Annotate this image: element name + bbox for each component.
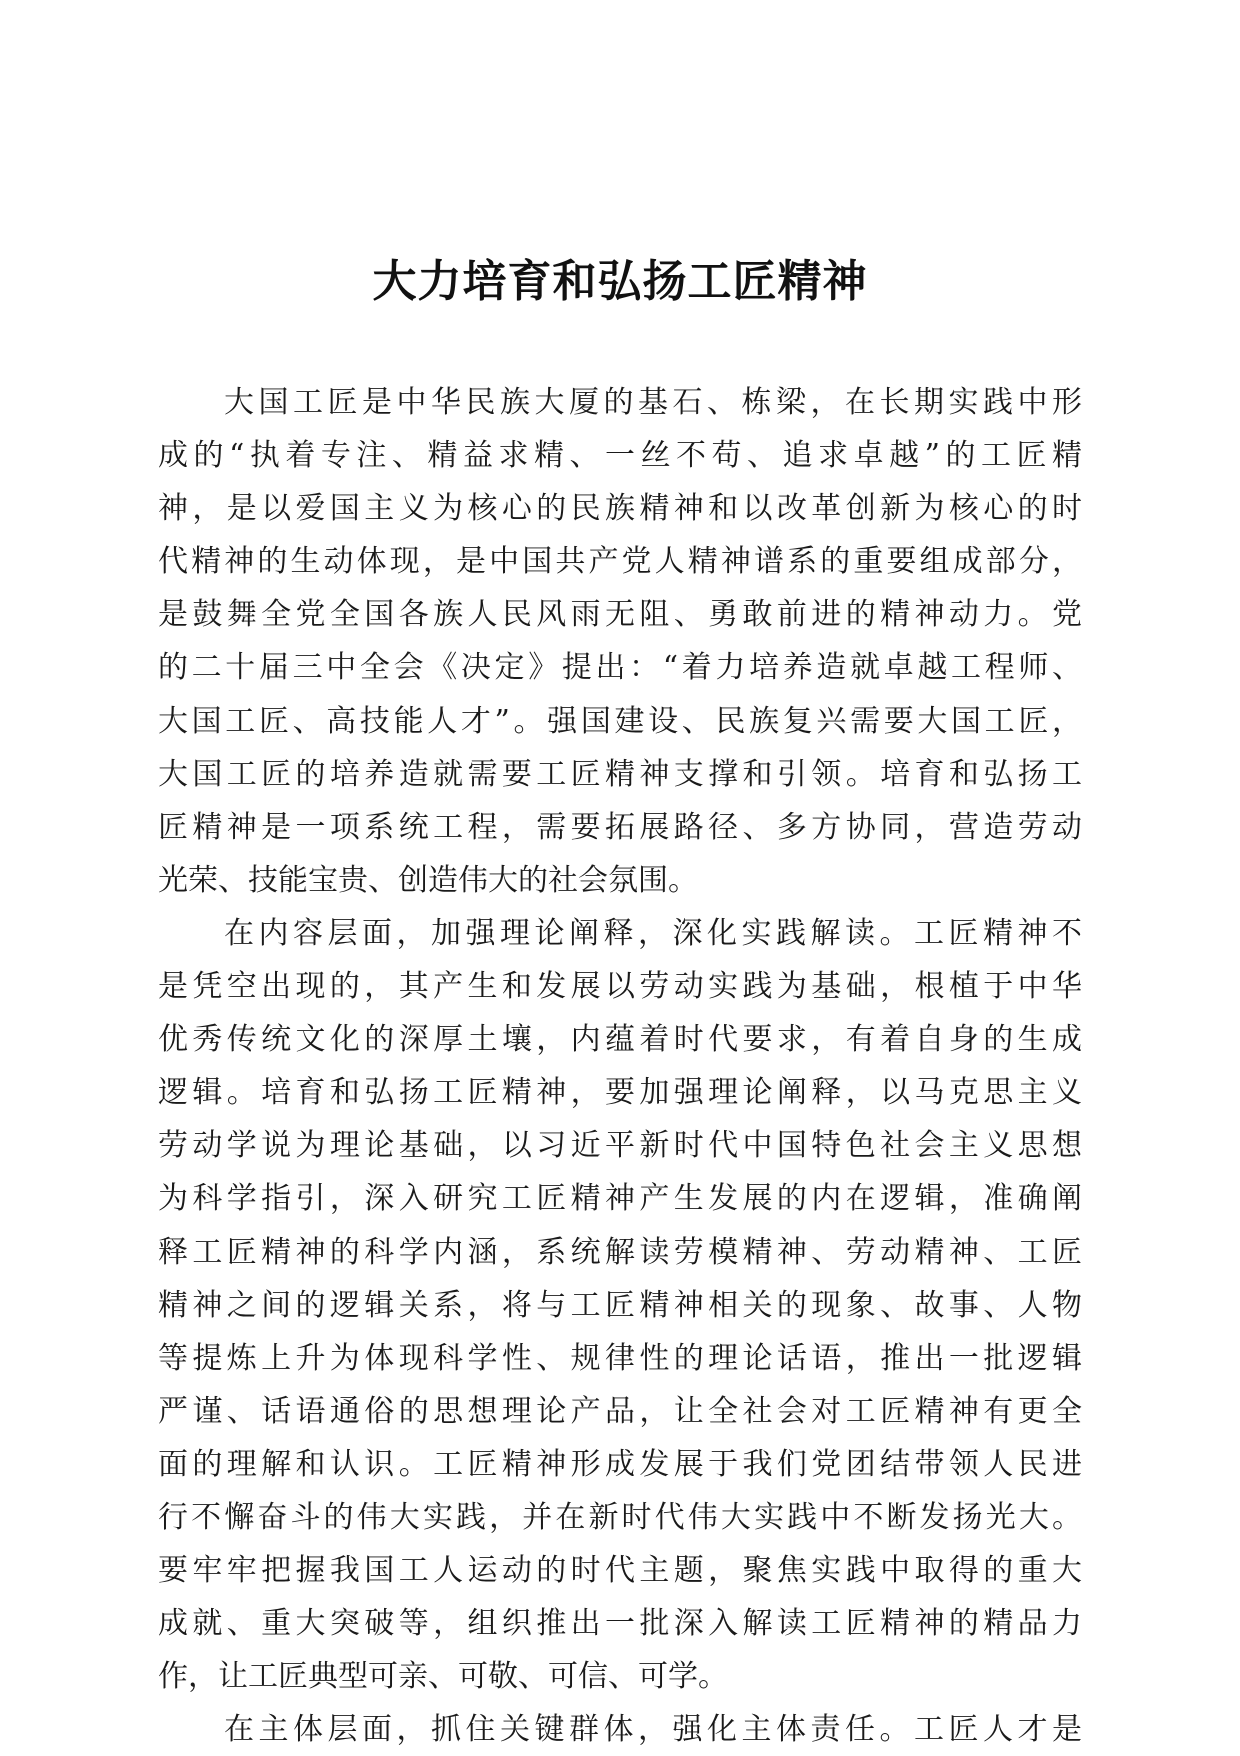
paragraph-2-line-11: 面的理解和认识。工匠精神形成发展于我们党团结带领人民进 [158, 1446, 1082, 1482]
paragraph-1-line-6: 的二十届三中全会《决定》提出：“着力培养造就卓越工程师、 [158, 650, 1082, 686]
paragraph-2-line-14: 成就、重大突破等，组织推出一批深入解读工匠精神的精品力 [158, 1606, 1082, 1642]
paragraph-2-line-2: 是凭空出现的，其产生和发展以劳动实践为基础，根植于中华 [158, 969, 1082, 1005]
paragraph-2-line-3: 优秀传统文化的深厚土壤，内蕴着时代要求，有着自身的生成 [158, 1022, 1082, 1058]
paragraph-2-line-15: 作，让工匠典型可亲、可敬、可信、可学。 [158, 1659, 728, 1695]
paragraph-1-line-3: 神，是以爱国主义为核心的民族精神和以改革创新为核心的时 [158, 491, 1082, 527]
paragraph-1-line-4: 代精神的生动体现，是中国共产党人精神谱系的重要组成部分， [158, 544, 1082, 580]
paragraph-2-line-7: 释工匠精神的科学内涵，系统解读劳模精神、劳动精神、工匠 [158, 1234, 1082, 1270]
paragraph-1-line-8: 大国工匠的培养造就需要工匠精神支撑和引领。培育和弘扬工 [158, 756, 1082, 792]
paragraph-1-line-5: 是鼓舞全党全国各族人民风雨无阻、勇敢前进的精神动力。党 [158, 597, 1082, 633]
paragraph-2-line-12: 行不懈奋斗的伟大实践，并在新时代伟大实践中不断发扬光大。 [158, 1499, 1082, 1535]
paragraph-3-line-1: 在主体层面，抓住关键群体，强化主体责任。工匠人才是 [224, 1712, 1082, 1748]
paragraph-2-line-13: 要牢牢把握我国工人运动的时代主题，聚焦实践中取得的重大 [158, 1553, 1082, 1589]
paragraph-2-line-8: 精神之间的逻辑关系，将与工匠精神相关的现象、故事、人物 [158, 1287, 1082, 1323]
paragraph-2-line-6: 为科学指引，深入研究工匠精神产生发展的内在逻辑，准确阐 [158, 1181, 1082, 1217]
page-title: 大力培育和弘扬工匠精神 [372, 256, 868, 307]
paragraph-1-line-7: 大国工匠、高技能人才”。强国建设、民族复兴需要大国工匠， [158, 703, 1082, 739]
article-body [158, 376, 1082, 1756]
paragraph-1-line-9: 匠精神是一项系统工程，需要拓展路径、多方协同，营造劳动 [158, 809, 1082, 845]
paragraph-1-line-2: 成的“执着专注、精益求精、一丝不苟、追求卓越”的工匠精 [158, 438, 1082, 474]
paragraph-1-line-1: 大国工匠是中华民族大厦的基石、栋梁，在长期实践中形 [224, 385, 1082, 420]
paragraph-2-line-4: 逻辑。培育和弘扬工匠精神，要加强理论阐释，以马克思主义 [158, 1075, 1082, 1111]
paragraph-2-line-10: 严谨、话语通俗的思想理论产品，让全社会对工匠精神有更全 [158, 1393, 1082, 1429]
paragraph-2-line-9: 等提炼上升为体现科学性、规律性的理论话语，推出一批逻辑 [158, 1340, 1082, 1376]
paragraph-1-line-10: 光荣、技能宝贵、创造伟大的社会氛围。 [158, 862, 698, 898]
paragraph-2-line-1: 在内容层面，加强理论阐释，深化实践解读。工匠精神不 [224, 915, 1082, 951]
paragraph-2-line-5: 劳动学说为理论基础，以习近平新时代中国特色社会主义思想 [158, 1128, 1082, 1164]
